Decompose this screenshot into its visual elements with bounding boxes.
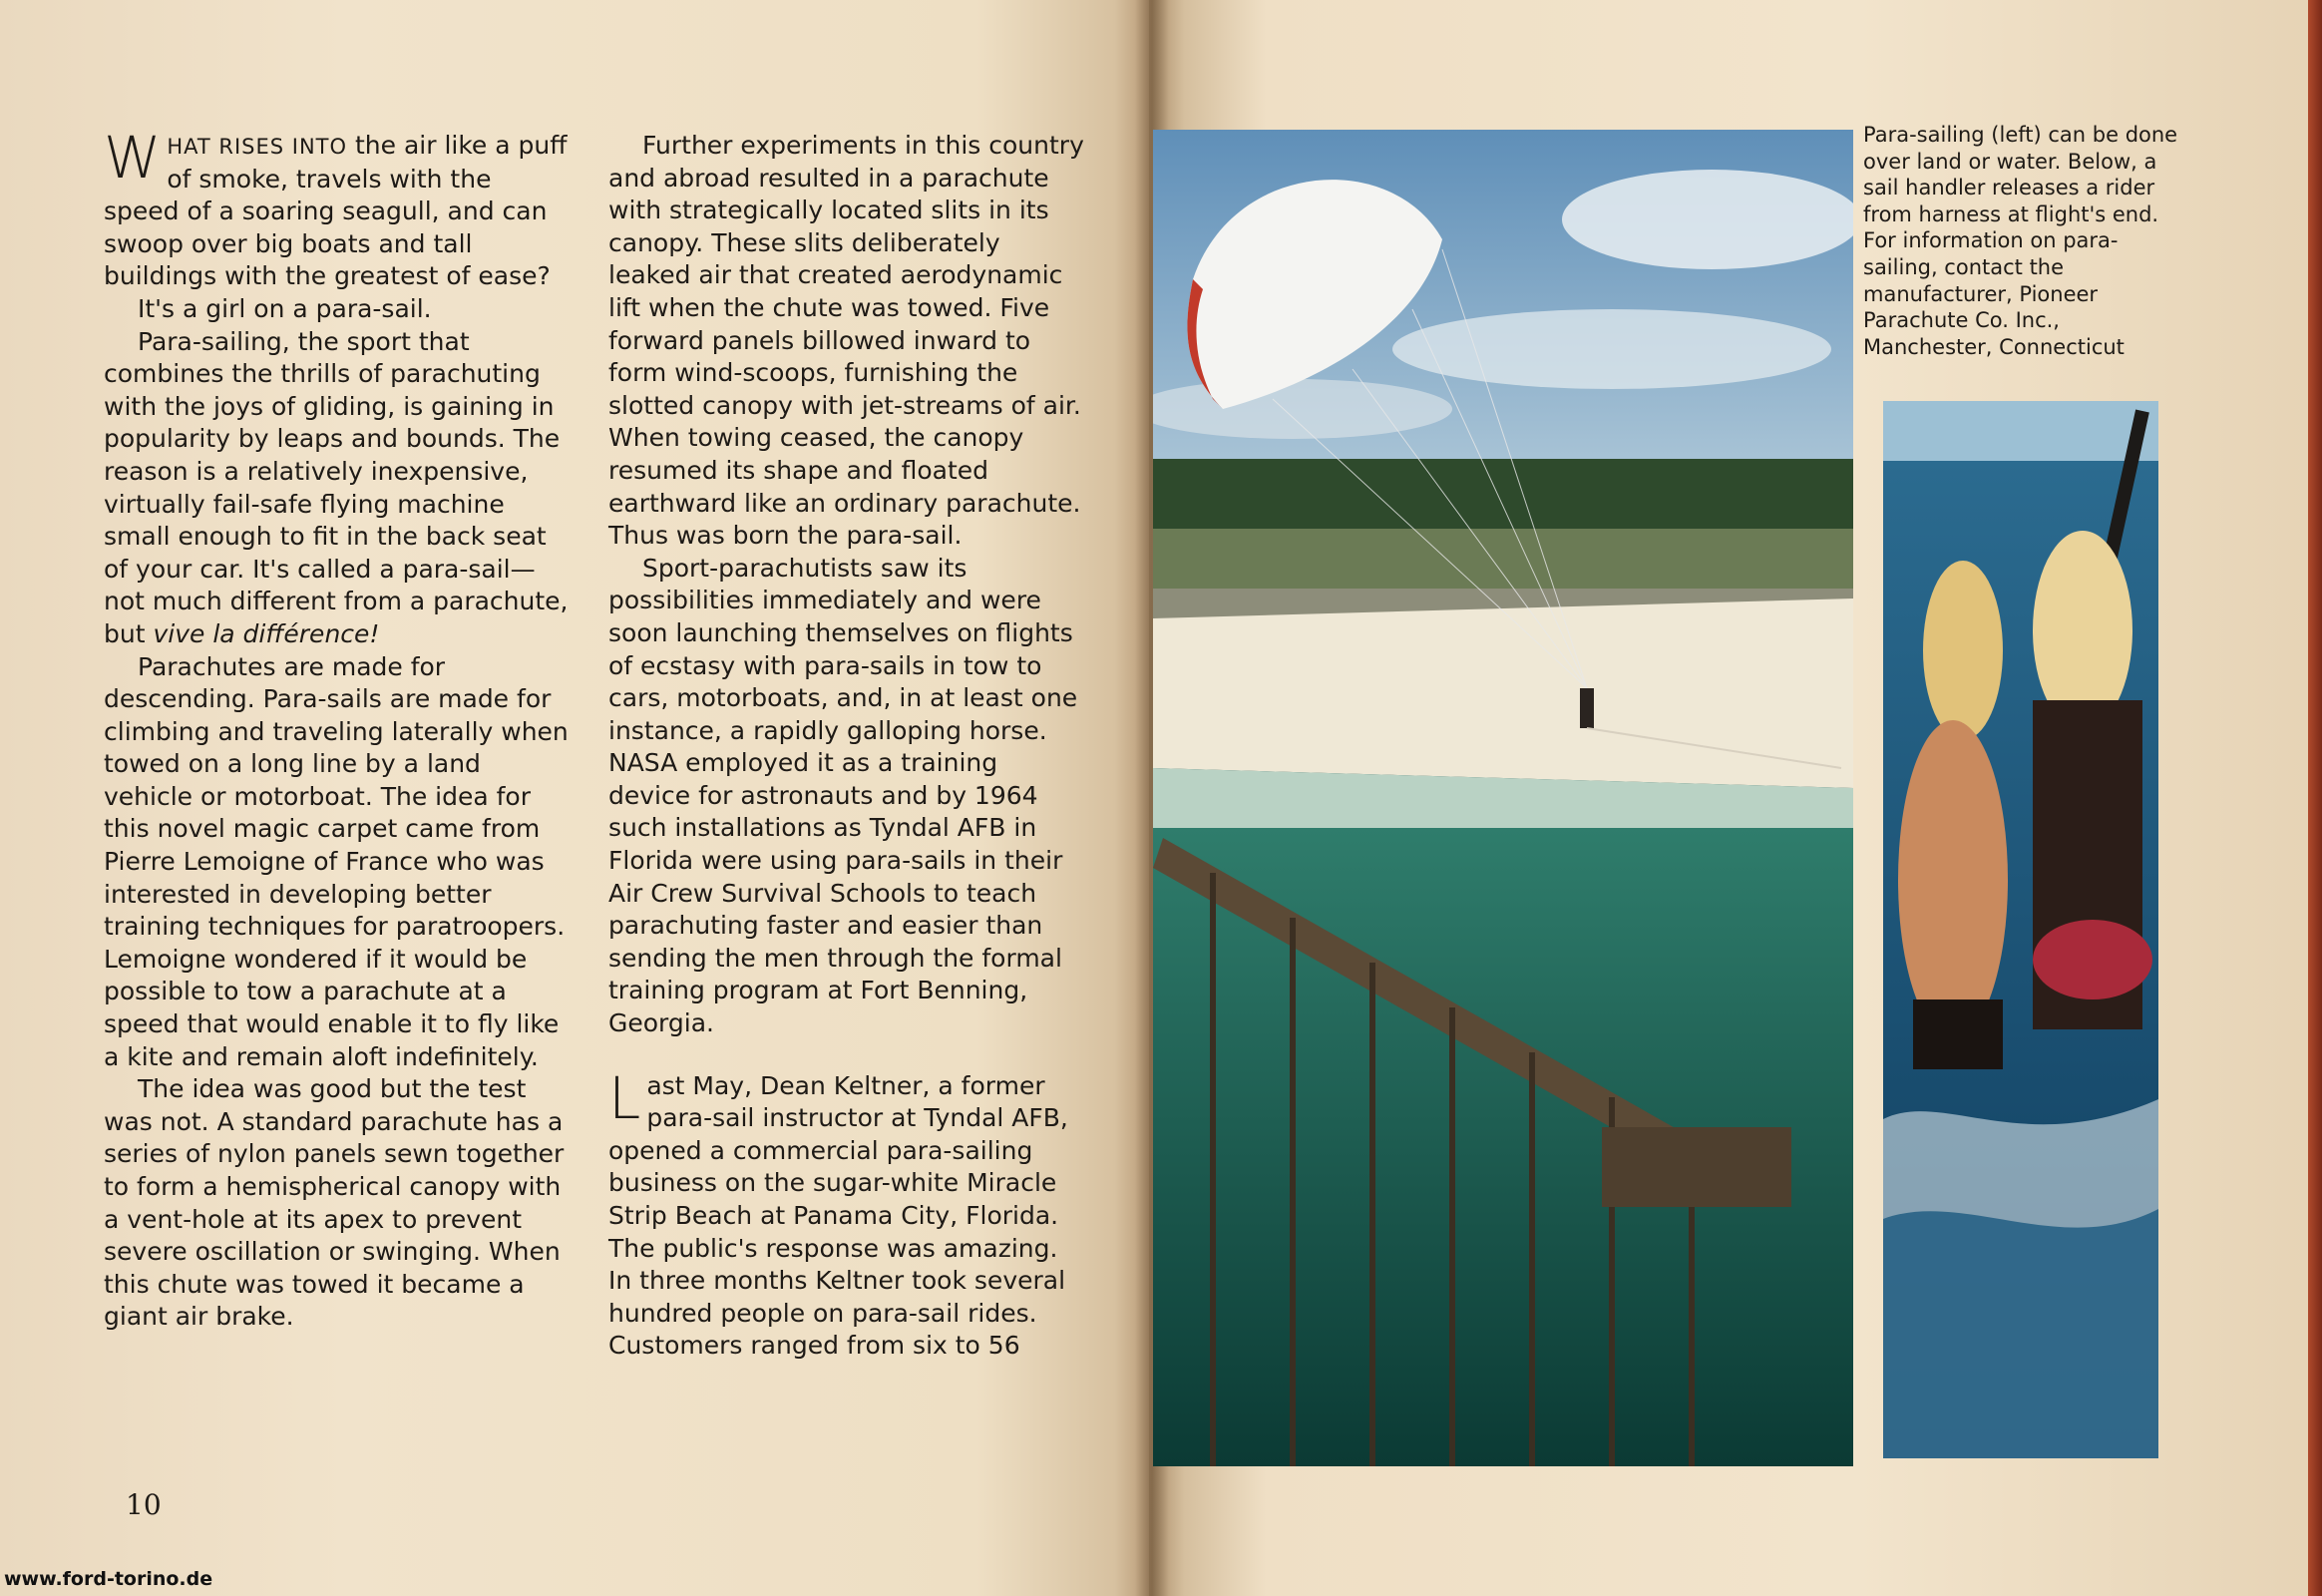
paragraph: The idea was good but the test was not. A standard parachute has a series of nylon panels sewn together to form a hemispherical canopy with a vent-hole at its apex to prevent severe oscillation or swinging. When this chute was towed it became a giant air brake. [104, 1074, 565, 1332]
drop-cap: L [608, 1063, 641, 1132]
paragraph [608, 1063, 1087, 1363]
paragraph: It's a girl on a para-sail. [138, 293, 432, 323]
text-column-2 [608, 130, 1087, 1363]
left-page [0, 0, 1149, 1596]
photo-caption: Para-sailing (left) can be done over land or water. Below, a sail handler releases a rider from harness at flight's end. For information on para-sailing, contact the manufacturer, Pioneer Parachute Co. Inc., Manchester, Connecticut [1863, 123, 2178, 359]
lead-in-caps: HAT RISES INTO [167, 135, 348, 159]
book-cover-edge [2308, 0, 2322, 1596]
paragraph: Sport-parachutists saw its possibilities immediately and were soon launching themselves on flights of ecstasy with para-sails in tow to cars, motorboats, and, in at least one instance, a rapidly galloping horse. NASA employed it as a training device for astronauts and by 1964 such installations as Tyndal AFB in Florida were using para-sails in their Air Crew Survival Schools to teach parachuting faster and easier than sending the men through the formal training program at Fort Benning, Georgia. [608, 553, 1078, 1038]
paragraph-text: ast May, Dean Keltner, a former para-sail instructor at Tyndal AFB, opened a commercial para-sailing business on the sugar-white Miracle Strip Beach at Panama City, Florida. The public's response was amazing. In three months Keltner took several hundred people on para-sail rides. Customers ranged from six to 56 [608, 1070, 1068, 1361]
italic-phrase: vive la différence! [153, 618, 380, 648]
sail-handler-illustration [1883, 401, 2158, 1458]
paragraph-text: the air like a puff of smoke, travels with the speed of a soaring seagull, and can swoop over big boats and tall buildings with the greatest of ease? [104, 131, 568, 291]
parasail-beach-illustration [1153, 130, 1853, 1466]
paragraph [104, 124, 573, 293]
paragraph: Parachutes are made for descending. Para-sails are made for climbing and traveling laterally when towed on a long line by a land vehicle or motorboat. The idea for this novel magic carpet came from Pierre Lemoigne of France who was interested in developing better training techniques for paratroopers. Lemoigne wondered if it would be possible to tow a parachute at a speed that would enable it to fly like a kite and remain aloft indefinitely. [104, 651, 569, 1071]
parasail-over-beach-pier-photo [1153, 130, 1853, 1466]
page-number: 10 [126, 1488, 162, 1521]
paragraph [104, 326, 573, 651]
paragraph-text: Para-sailing, the sport that combines the thrills of parachuting with the joys of gliding, is gaining in popularity by leaps and bounds. The reason is a relatively inexpensive, virtually fail-safe flying machine small enough to fit in the back seat of your car. It's called a para-sail—not much different from a parachute, but [104, 326, 569, 648]
section-gap [608, 1040, 1087, 1070]
text-column-1 [104, 124, 573, 1334]
paragraph: Further experiments in this country and abroad resulted in a parachute with strategically located slits in its canopy. These slits deliberately leaked air that created aerodynamic lift when the chute was towed. Five forward panels billowed inward to form wind-scoops, furnishing the slotted canopy with jet-streams of air. When towing ceased, the canopy resumed its shape and floated earthward like an ordinary parachute. Thus was born the para-sail. [608, 131, 1084, 551]
sail-handler-releasing-rider-photo [1883, 401, 2158, 1458]
source-watermark: www.ford-torino.de [4, 1568, 213, 1590]
drop-cap: W [104, 124, 162, 192]
